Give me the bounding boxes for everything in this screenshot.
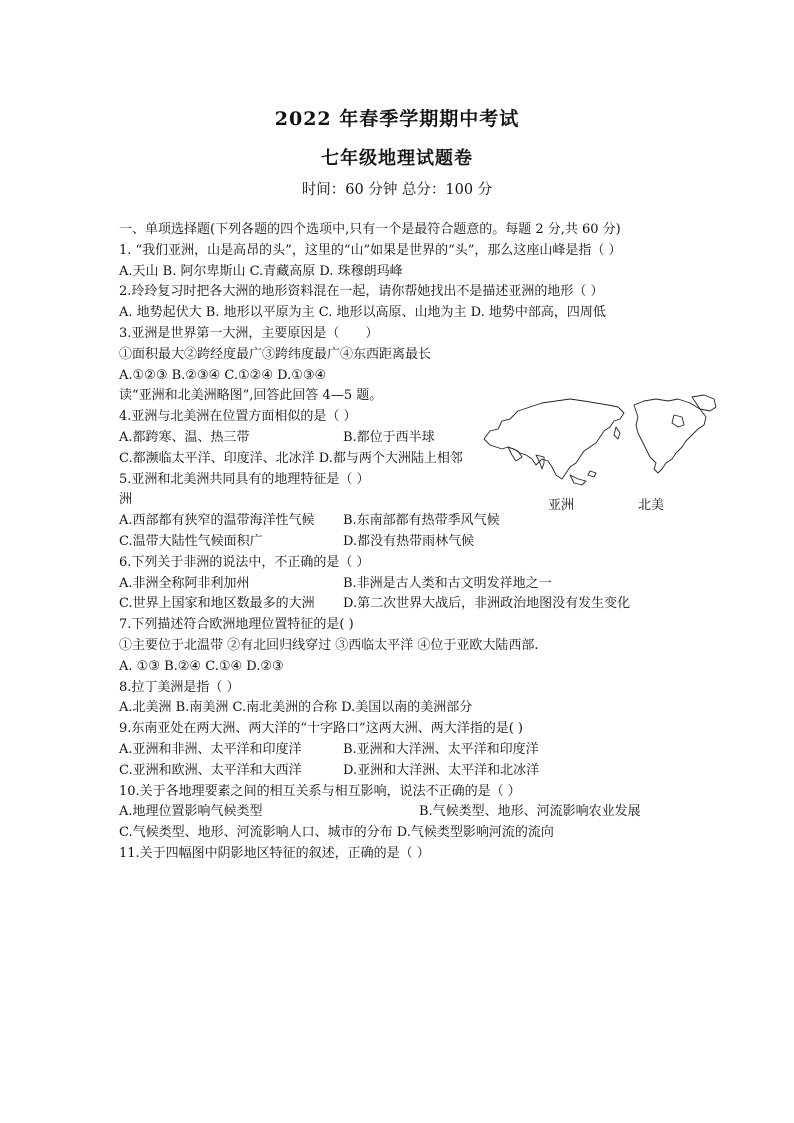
q5-option-c: C.温带大陆性气候面积广 — [119, 533, 263, 549]
q4-stem: 4.亚洲与北美洲在位置方面相似的是（ ） — [119, 409, 357, 425]
q10-stem: 10.关于各地理要素之间的相互关系与相互影响，说法不正确的是（ ） — [119, 783, 521, 799]
q5-options-ab — [119, 511, 679, 532]
q5-stem: 5.亚洲和北美洲共同具有的地理特征是（ ） — [119, 471, 370, 487]
asia-outline-shape — [484, 399, 624, 479]
india-shape — [536, 455, 544, 469]
map-label-asia: 亚洲 — [548, 498, 575, 513]
q9-option-a: A.亚洲和非洲、太平洋和印度洋 — [119, 741, 302, 757]
greenland-shape — [692, 395, 716, 411]
q6-options-ab — [119, 574, 679, 595]
q4-option-a: A.都跨寒、温、热三带 — [119, 429, 250, 445]
q10-options-cd: C.气候类型、地形、河流影响人口、城市的分布 D.气候类型影响河流的流向 — [119, 825, 554, 841]
q6-option-c: C.世界上国家和地区数最多的大洲 — [119, 596, 315, 612]
north-america-outline-shape — [634, 399, 706, 473]
q10-option-b: B.气候类型、地形、河流影响农业发展 — [419, 804, 641, 820]
q4-option-b: B.都位于西半球 — [343, 429, 435, 445]
q5-wrap-char: 洲 — [119, 492, 133, 508]
japan-shape — [614, 427, 620, 439]
q10-options-ab — [119, 802, 679, 823]
q5-option-a: A.西部都有狭窄的温带海洋性气候 — [119, 513, 315, 529]
q9-options-cd — [119, 761, 679, 782]
q1-stem: 1. “我们亚洲，山是高昂的头”，这里的“山”如果是世界的“头”，那么这座山峰是指（ ） — [119, 242, 622, 258]
q7-options: A. ①③ B.②④ C.①④ D.②③ — [119, 658, 284, 674]
q7-items: ①主要位于北温带 ②有北回归线穿过 ③西临太平洋 ④位于亚欧大陆西部. — [119, 637, 539, 653]
q9-option-d: D.亚洲和大洋洲、太平洋和北冰洋 — [343, 762, 540, 778]
q6-option-b: B.非洲是古人类和古文明发祥地之一 — [343, 575, 552, 591]
q8-options: A.北美洲 B.南美洲 C.南北美洲的合称 D.美国以南的美洲部分 — [119, 700, 473, 716]
q8-stem: 8.拉丁美洲是指（ ） — [119, 679, 240, 695]
arabia-shape — [508, 447, 522, 461]
q9-option-b: B.亚洲和大洋洲、太平洋和印度洋 — [343, 741, 539, 757]
q2-stem: 2.玲玲复习时把各大洲的地形资料混在一起，请你帮她找出不是描述亚洲的地形（ ） — [119, 284, 604, 300]
q10-option-a: A.地理位置影响气候类型 — [119, 804, 263, 820]
q3-items: ①面积最大②跨经度最广③跨纬度最广④东西距离最长 — [119, 346, 432, 362]
q2-options: A. 地势起伏大 B. 地形以平原为主 C. 地形以高原、山地为主 D. 地势中部高，四周低 — [119, 305, 606, 321]
island-shape — [588, 471, 596, 477]
q3-stem: 3.亚洲是世界第一大洲，主要原因是（ ） — [119, 325, 379, 341]
intro-q4-5: 读“亚洲和北美洲略图”,回答此回答 4—5 题。 — [119, 388, 383, 404]
q9-stem: 9.东南亚处在两大洲、两大洋的“十字路口”这两大洲、两大洋指的是( ) — [119, 721, 523, 737]
exam-title: 2022 年春季学期期中考试 — [274, 108, 520, 130]
q6-option-d: D.第二次世界大战后，非洲政治地图没有发生变化 — [343, 596, 631, 612]
q5-option-d: D.都没有热带雨林气候 — [343, 533, 475, 549]
q3-options: A.①②③ B.②③④ C.①②④ D.①③④ — [119, 367, 327, 383]
q9-options-ab — [119, 740, 679, 761]
q5-options-cd — [119, 532, 679, 553]
hudson-bay-shape — [672, 415, 684, 427]
q11-stem: 11.关于四幅图中阴影地区特征的叙述，正确的是（ ） — [119, 845, 430, 861]
asia-north-america-map — [478, 393, 722, 489]
island-shape — [570, 475, 586, 485]
section-heading: 一、单项选择题(下列各题的四个选项中,只有一个是最符合题意的。每题 2 分,共 60 分) — [119, 222, 621, 237]
q6-stem: 6.下列关于非洲的说法中，不正确的是（ ） — [119, 554, 370, 570]
q4-options-cd: C.都濒临太平洋、印度洋、北冰洋 D.都与两个大洲陆上相邻 — [119, 450, 463, 466]
map-label-north-america: 北美 — [638, 498, 665, 513]
q7-stem: 7.下列描述符合欧洲地理位置特征的是( ) — [119, 617, 354, 633]
q5-option-b: B.东南部都有热带季风气候 — [343, 513, 500, 529]
q6-options-cd — [119, 594, 679, 615]
exam-subtitle: 七年级地理试题卷 — [321, 148, 473, 169]
exam-info: 时间：60 分钟 总分：100 分 — [301, 182, 493, 198]
question-body — [119, 220, 679, 865]
q1-options: A.天山 B. 阿尔卑斯山 C.青藏高原 D. 珠穆朗玛峰 — [119, 263, 403, 279]
q9-option-c: C.亚洲和欧洲、太平洋和大西洋 — [119, 762, 302, 778]
q6-option-a: A.非洲全称阿非利加州 — [119, 575, 250, 591]
